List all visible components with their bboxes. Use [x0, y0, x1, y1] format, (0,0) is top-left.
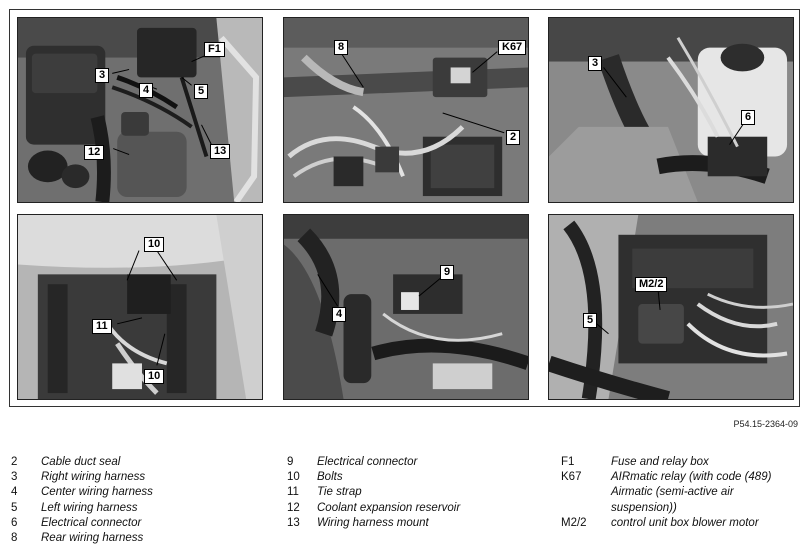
callout-8: 8	[334, 40, 348, 55]
photo-1-image	[18, 18, 262, 202]
callout-3: 3	[588, 56, 602, 71]
legend-item	[561, 516, 771, 531]
callout-k67: K67	[498, 40, 526, 55]
callout-10: 10	[144, 237, 164, 252]
callout-11: 11	[92, 319, 112, 334]
legend-column-2	[287, 455, 460, 531]
legend-item	[561, 455, 771, 470]
legend-key: F1	[561, 456, 575, 468]
photo-2-image	[284, 18, 528, 202]
callout-10-lower: 10	[144, 369, 164, 384]
legend-text: Electrical connector	[41, 516, 142, 529]
callout-5: 5	[194, 84, 208, 99]
photo-4-image	[18, 215, 262, 399]
photo-right-harness-connector	[548, 17, 794, 203]
legend-column-1	[11, 455, 153, 546]
legend-item	[11, 470, 153, 485]
figure-reference: P54.15-2364-09	[733, 419, 798, 429]
legend-item	[287, 516, 460, 531]
callout-m2-2: M2/2	[635, 277, 667, 292]
legend-item	[11, 501, 153, 516]
photo-connector-center-harness	[283, 214, 529, 400]
photo-3-image	[549, 18, 793, 202]
legend-item	[11, 485, 153, 500]
legend-key: 10	[287, 471, 300, 484]
legend-item	[11, 516, 153, 531]
callout-4: 4	[139, 83, 153, 98]
legend-item	[287, 470, 460, 485]
legend-key: 6	[11, 516, 18, 529]
legend-text: Center wiring harness	[41, 486, 153, 499]
legend-key: 9	[287, 456, 294, 468]
legend-key: 4	[11, 486, 18, 499]
legend-key: 13	[287, 516, 300, 529]
legend-text: control unit box blower motor	[611, 516, 759, 529]
legend-item	[11, 455, 153, 470]
legend-key: 5	[11, 501, 18, 514]
callout-5: 5	[583, 313, 597, 328]
legend-text: Wiring harness mount	[317, 516, 429, 529]
legend-text: Fuse and relay box	[611, 456, 709, 468]
legend-key: 8	[11, 531, 18, 544]
photo-6-image	[549, 215, 793, 399]
callout-12: 12	[84, 145, 104, 160]
legend-item	[11, 531, 153, 546]
callout-9: 9	[440, 265, 454, 280]
photo-blower-motor	[548, 214, 794, 400]
callout-2: 2	[506, 130, 520, 145]
legend-text: Electrical connector	[317, 456, 418, 468]
legend-column-3	[561, 455, 771, 531]
legend-item	[561, 485, 771, 500]
legend-item	[287, 455, 460, 470]
callout-13: 13	[210, 144, 230, 159]
legend-text: Airmatic (semi-active air	[611, 486, 734, 499]
legend-text: Right wiring harness	[41, 471, 146, 484]
legend-key: 2	[11, 456, 18, 468]
legend-key: M2/2	[561, 516, 587, 529]
legend-text: AIRmatic relay (with code (489)	[611, 471, 772, 484]
legend-item	[287, 501, 460, 516]
photo-engine-bay-fuse-box	[17, 17, 263, 203]
legend-item	[287, 485, 460, 500]
photo-5-image	[284, 215, 528, 399]
legend-text: Coolant expansion reservoir	[317, 501, 461, 514]
callout-6: 6	[741, 110, 755, 125]
legend-text: suspension))	[611, 501, 677, 514]
photo-bolts-tie-strap	[17, 214, 263, 400]
legend-key: 12	[287, 501, 300, 514]
legend-item	[561, 501, 771, 516]
photo-rear-harness-relay	[283, 17, 529, 203]
legend-text: Bolts	[317, 471, 343, 484]
callout-3: 3	[95, 68, 109, 83]
legend-key: 3	[11, 471, 18, 484]
legend-text: Rear wiring harness	[41, 531, 144, 544]
legend-text: Tie strap	[317, 486, 362, 499]
legend-key: 11	[287, 486, 299, 499]
legend-text: Left wiring harness	[41, 501, 138, 514]
legend-key: K67	[561, 471, 582, 484]
callout-f1: F1	[204, 42, 225, 57]
legend-text: Cable duct seal	[41, 456, 121, 468]
callout-4: 4	[332, 307, 346, 322]
legend-item	[561, 470, 771, 485]
